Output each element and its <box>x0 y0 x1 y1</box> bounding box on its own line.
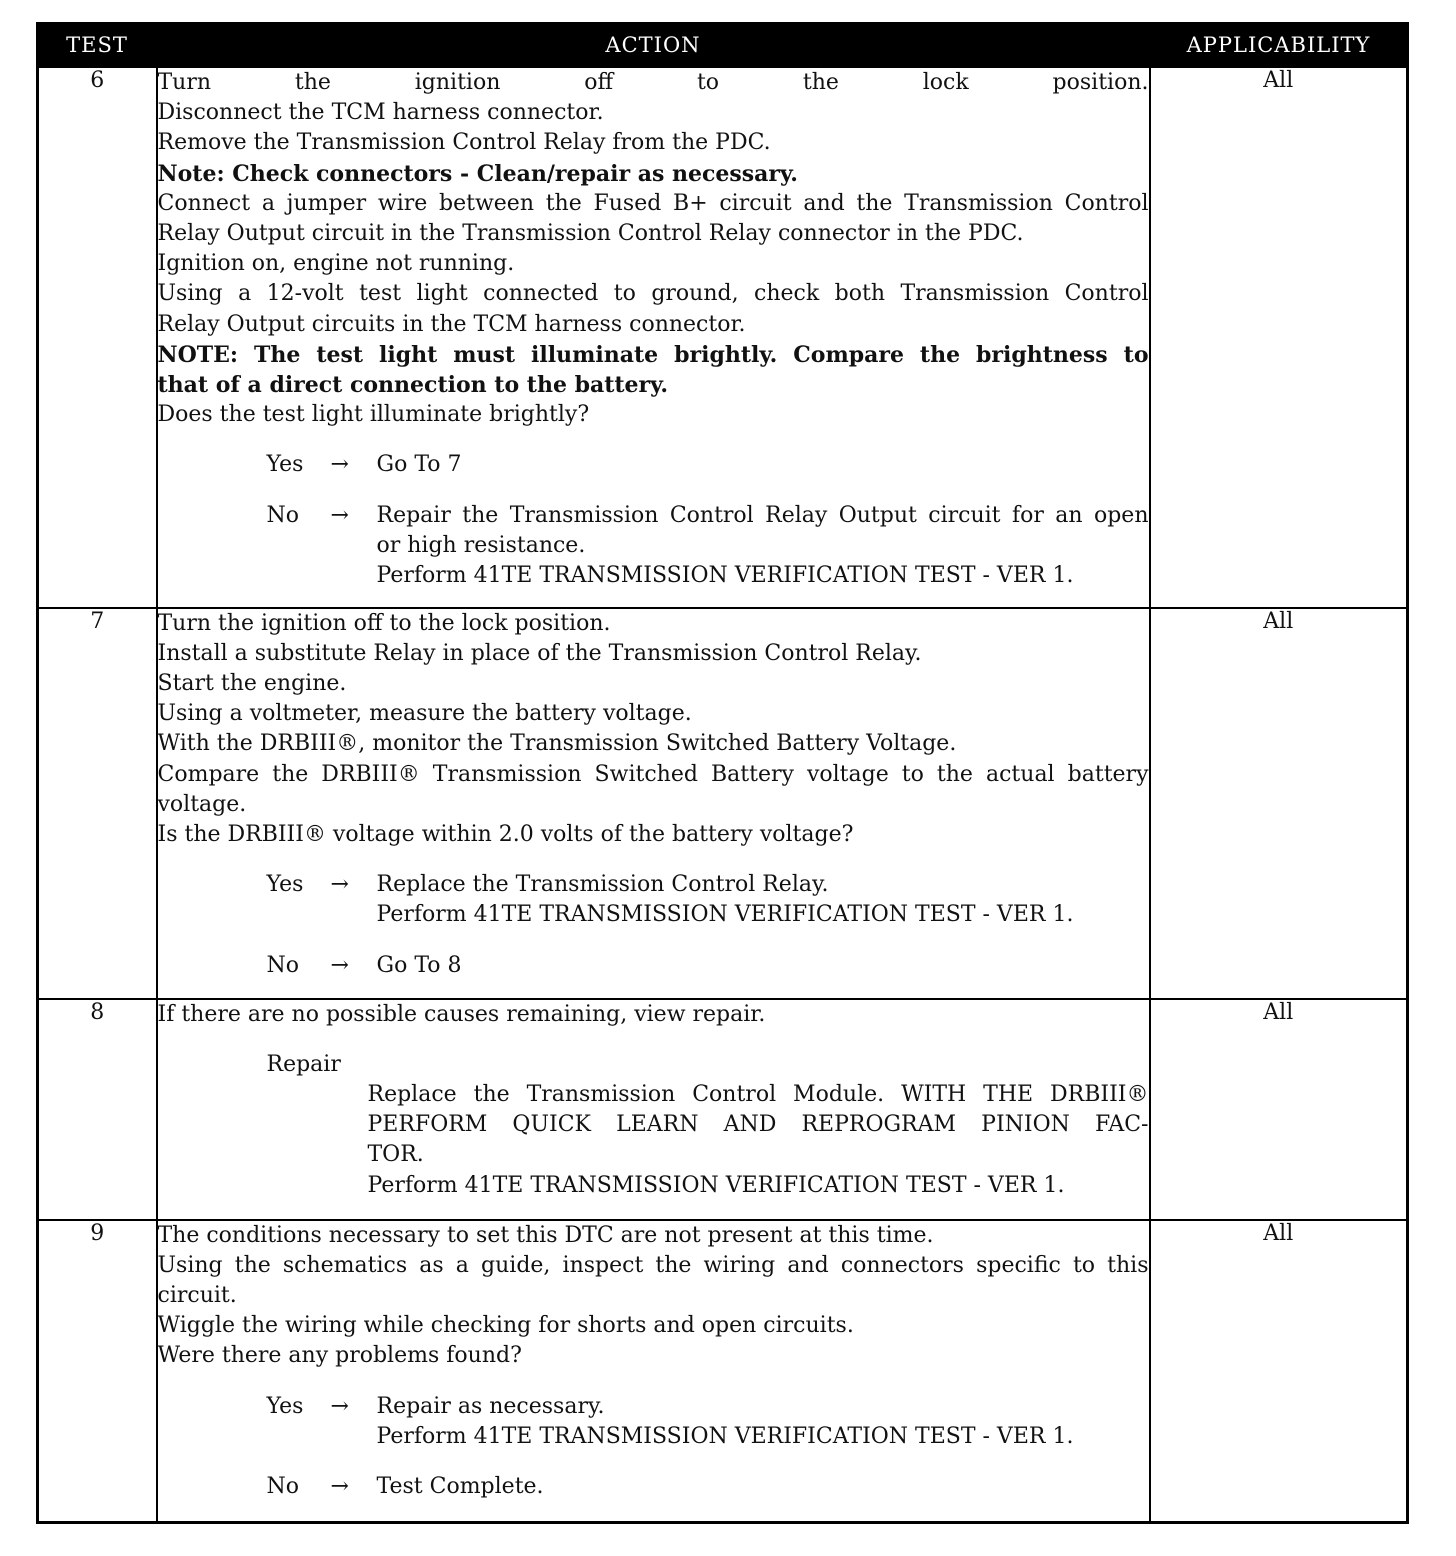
response-text: Repair the Transmission Control Relay Output circuit for an open <box>376 502 1149 528</box>
header-applicability: APPLICABILITY <box>1150 24 1408 67</box>
response-text: Repair as necessary. <box>376 1393 605 1419</box>
response-text: or high resistance. <box>376 532 586 558</box>
repair-text: Replace the Transmission Control Module. WITH THE DRBIII® <box>367 1081 1149 1107</box>
repair-text: TOR. <box>367 1142 424 1168</box>
action-line: Using a voltmeter, measure the battery voltage. <box>157 701 692 727</box>
action-line: Using a 12-volt test light connected to ground, check both Transmission Control <box>157 281 1149 307</box>
response-text: Perform 41TE TRANSMISSION VERIFICATION TEST - VER 1. <box>376 1423 1074 1449</box>
response-no <box>158 1472 1149 1502</box>
right-arrow-icon: → <box>330 952 349 978</box>
action-line: With the DRBIII®, monitor the Transmission Switched Battery Voltage. <box>157 731 957 757</box>
action-line: Disconnect the TCM harness connector. <box>157 100 604 126</box>
action-line: Compare the DRBIII® Transmission Switched Battery voltage to the actual battery <box>157 761 1149 787</box>
table-row <box>38 999 1408 1220</box>
response-text: Perform 41TE TRANSMISSION VERIFICATION TEST - VER 1. <box>376 563 1074 589</box>
table-row <box>38 608 1408 999</box>
applicability-value: All <box>1150 67 1408 608</box>
response-no <box>158 501 1149 592</box>
test-number: 8 <box>38 999 157 1220</box>
response-yes <box>158 450 1149 480</box>
right-arrow-icon: → <box>330 502 349 528</box>
right-arrow-icon: → <box>330 1473 349 1499</box>
action-line: Install a substitute Relay in place of the Transmission Control Relay. <box>157 640 922 666</box>
response-no <box>158 951 1149 981</box>
response-text: Replace the Transmission Control Relay. <box>376 872 829 898</box>
action-line: Remove the Transmission Control Relay from the PDC. <box>157 130 771 156</box>
repair-label: Repair <box>266 1051 341 1077</box>
response-label: No <box>266 1473 299 1499</box>
response-yes <box>158 1392 1149 1452</box>
header-action: ACTION <box>157 24 1150 67</box>
response-label: No <box>266 502 299 528</box>
action-line: The conditions necessary to set this DTC are not present at this time. <box>157 1222 934 1248</box>
table-row <box>38 67 1408 608</box>
table-row <box>38 1220 1408 1523</box>
test-number: 7 <box>38 608 157 999</box>
response-label: No <box>266 952 299 978</box>
action-line: Relay Output circuits in the TCM harness connector. <box>157 311 746 337</box>
action-cell <box>157 608 1150 999</box>
action-line: Using the schematics as a guide, inspect the wiring and connectors specific to this <box>157 1252 1149 1278</box>
response-label: Yes <box>266 872 304 898</box>
right-arrow-icon: → <box>330 452 349 478</box>
response-label: Yes <box>266 1393 304 1419</box>
test-number: 6 <box>38 67 157 608</box>
repair-text: PERFORM QUICK LEARN AND REPROGRAM PINION FAC- <box>367 1112 1149 1138</box>
repair-body <box>158 1080 1149 1201</box>
note-line: NOTE: The test light must illuminate brightly. Compare the brightness to <box>157 341 1149 368</box>
response-label: Yes <box>266 452 304 478</box>
question-line: Does the test light illuminate brightly? <box>157 402 590 428</box>
note-line: that of a direct connection to the battery. <box>157 372 669 399</box>
right-arrow-icon: → <box>330 1393 349 1419</box>
response-text: Go To 8 <box>376 952 462 978</box>
note-line: Note: Check connectors - Clean/repair as necessary. <box>157 160 798 187</box>
question-line: Were there any problems found? <box>157 1343 522 1369</box>
action-line: Connect a jumper wire between the Fused B+ circuit and the Transmission Control <box>157 190 1149 216</box>
applicability-value: All <box>1150 999 1408 1220</box>
action-line: Turn the ignition off to the lock position. <box>157 70 1149 95</box>
action-line: Relay Output circuit in the Transmission Control Relay connector in the PDC. <box>157 221 1024 247</box>
action-cell <box>157 67 1150 608</box>
diagnostic-test-table <box>36 22 1409 1524</box>
repair-text: Perform 41TE TRANSMISSION VERIFICATION TEST - VER 1. <box>367 1172 1065 1198</box>
action-line: Wiggle the wiring while checking for shorts and open circuits. <box>157 1313 854 1339</box>
response-yes <box>158 870 1149 930</box>
table-header-row <box>38 24 1408 67</box>
applicability-value: All <box>1150 1220 1408 1523</box>
response-text: Test Complete. <box>376 1473 544 1499</box>
action-cell <box>157 1220 1150 1523</box>
action-line: Start the engine. <box>157 670 347 696</box>
question-line: Is the DRBIII® voltage within 2.0 volts of the battery voltage? <box>157 821 854 847</box>
applicability-value: All <box>1150 608 1408 999</box>
action-line: Turn the ignition off to the lock position. <box>157 610 611 636</box>
action-line: Ignition on, engine not running. <box>157 251 515 277</box>
action-line: circuit. <box>157 1282 237 1308</box>
response-text: Perform 41TE TRANSMISSION VERIFICATION TEST - VER 1. <box>376 902 1074 928</box>
header-test: TEST <box>38 24 157 67</box>
test-number: 9 <box>38 1220 157 1523</box>
response-text: Go To 7 <box>376 452 462 478</box>
action-line: If there are no possible causes remaining, view repair. <box>157 1001 766 1027</box>
action-line: voltage. <box>157 791 247 817</box>
right-arrow-icon: → <box>330 872 349 898</box>
action-cell <box>157 999 1150 1220</box>
